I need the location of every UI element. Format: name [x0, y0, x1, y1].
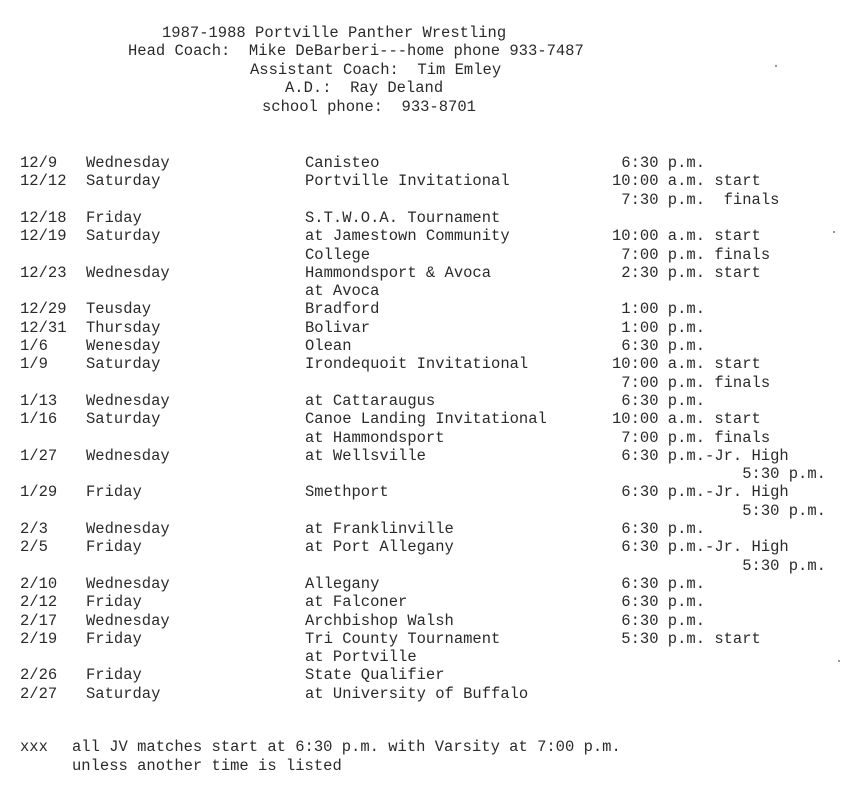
schedule-date: 1/13 — [20, 391, 58, 410]
schedule-event: at University of Buffalo — [305, 684, 529, 703]
schedule-day: Wednesday — [86, 446, 170, 465]
schedule-day: Saturday — [86, 684, 161, 703]
schedule-time: 6:30 p.m.-Jr. High — [612, 538, 789, 557]
schedule-time: 6:30 p.m. — [612, 520, 706, 538]
schedule-date: 12/31 — [20, 318, 67, 337]
schedule-day: Wednesday — [86, 520, 170, 538]
schedule-time: 7:30 p.m. finals — [612, 190, 780, 209]
schedule-event: Canisteo — [305, 154, 380, 172]
schedule-date: 1/6 — [20, 337, 48, 355]
schedule-event: Irondequoit Invitational — [305, 355, 529, 374]
footer-marker: xxx — [20, 738, 48, 756]
schedule-date: 12/29 — [20, 300, 67, 319]
schedule-date: 12/19 — [20, 227, 67, 246]
schedule-date: 1/16 — [20, 410, 58, 429]
schedule-day: Friday — [86, 629, 142, 648]
schedule-day: Saturday — [86, 355, 161, 374]
schedule-day: Friday — [86, 666, 142, 685]
schedule-time: 1:00 p.m. — [612, 300, 706, 319]
schedule-time: 1:00 p.m. — [612, 318, 706, 337]
schedule-event: at Hammondsport — [305, 428, 445, 447]
schedule-event: College — [305, 245, 371, 264]
athletic-director-line: A.D.: Ray Deland — [285, 79, 444, 97]
schedule-time: 6:30 p.m. — [612, 574, 706, 593]
schedule-time: 6:30 p.m. — [612, 337, 706, 355]
document-title: 1987-1988 Portville Panther Wrestling — [162, 24, 507, 42]
schedule-day: Saturday — [86, 410, 161, 429]
schedule-time: 6:30 p.m. — [612, 154, 706, 172]
footer-line-1: all JV matches start at 6:30 p.m. with Varsity at 7:00 p.m. — [72, 738, 621, 756]
schedule-event: Bradford — [305, 300, 380, 319]
paper-speck — [775, 65, 777, 67]
schedule-date: 2/27 — [20, 684, 58, 703]
schedule-time: 10:00 a.m. start — [612, 355, 761, 374]
schedule-event: Hammondsport & Avoca — [305, 263, 492, 282]
schedule-time: 6:30 p.m.-Jr. High — [612, 483, 789, 502]
schedule-day: Wednesday — [86, 574, 170, 593]
schedule-event: at Jamestown Community — [305, 227, 510, 246]
schedule-day: Friday — [86, 483, 142, 502]
schedule-date: 2/12 — [20, 593, 58, 612]
schedule-event: Canoe Landing Invitational — [305, 410, 547, 429]
schedule-event: at Avoca — [305, 282, 380, 301]
schedule-day: Thursday — [86, 318, 161, 337]
schedule-day: Saturday — [86, 172, 161, 191]
schedule-time: 7:00 p.m. finals — [612, 245, 771, 264]
schedule-event: Olean — [305, 337, 352, 355]
schedule-event: at Wellsville — [305, 446, 426, 465]
schedule-date: 2/10 — [20, 574, 58, 593]
schedule-date: 2/19 — [20, 629, 58, 648]
schedule-day: Friday — [86, 593, 142, 612]
schedule-day: Wednesday — [86, 154, 170, 172]
schedule-event: Bolivar — [305, 318, 371, 337]
schedule-day: Wednesday — [86, 263, 170, 282]
paper-speck — [833, 231, 835, 233]
schedule-time: 7:00 p.m. finals — [612, 373, 771, 392]
schedule-event: at Falconer — [305, 593, 408, 612]
schedule-event: S.T.W.O.A. Tournament — [305, 208, 501, 227]
schedule-date: 1/27 — [20, 446, 58, 465]
schedule-event: Tri County Tournament — [305, 629, 501, 648]
schedule-date: 1/29 — [20, 483, 58, 502]
schedule-event: State Qualifier — [305, 666, 445, 685]
schedule-day: Wenesday — [86, 337, 161, 355]
schedule-event: Portville Invitational — [305, 172, 510, 191]
schedule-event: at Port Allegany — [305, 538, 454, 557]
school-phone-line: school phone: 933-8701 — [262, 98, 476, 116]
schedule-time: 10:00 a.m. start — [612, 172, 761, 191]
schedule-time: 10:00 a.m. start — [612, 410, 761, 429]
schedule-day: Wednesday — [86, 391, 170, 410]
schedule-date: 2/3 — [20, 520, 48, 538]
head-coach-line: Head Coach: Mike DeBarberi---home phone 933-7487 — [128, 42, 584, 60]
schedule-date: 2/26 — [20, 666, 58, 685]
schedule-date: 2/5 — [20, 538, 48, 557]
schedule-event: Allegany — [305, 574, 380, 593]
schedule-event: at Cattaraugus — [305, 391, 436, 410]
schedule-day: Teusday — [86, 300, 152, 319]
schedule-event: at Franklinville — [305, 520, 454, 538]
schedule-date: 2/17 — [20, 611, 58, 630]
schedule-time: 6:30 p.m. — [612, 391, 706, 410]
schedule-date: 12/18 — [20, 208, 67, 227]
schedule-time: 10:00 a.m. start — [612, 227, 761, 246]
schedule-time: 6:30 p.m. — [612, 611, 706, 630]
paper-speck — [838, 660, 840, 662]
schedule-time: 6:30 p.m. — [612, 593, 706, 612]
schedule-time: 5:30 p.m. — [612, 465, 826, 484]
assistant-coach-line: Assistant Coach: Tim Emley — [250, 61, 502, 79]
schedule-time: 6:30 p.m.-Jr. High — [612, 446, 789, 465]
footer-line-2: unless another time is listed — [72, 757, 342, 775]
schedule-date: 12/9 — [20, 154, 58, 172]
schedule-event: Archbishop Walsh — [305, 611, 454, 630]
schedule-event: Smethport — [305, 483, 389, 502]
schedule-date: 12/12 — [20, 172, 67, 191]
schedule-day: Saturday — [86, 227, 161, 246]
schedule-time: 7:00 p.m. finals — [612, 428, 771, 447]
schedule-time: 2:30 p.m. start — [612, 263, 761, 282]
schedule-day: Wednesday — [86, 611, 170, 630]
schedule-time: 5:30 p.m. — [612, 556, 826, 575]
schedule-day: Friday — [86, 208, 142, 227]
schedule-time: 5:30 p.m. — [612, 501, 826, 520]
schedule-day: Friday — [86, 538, 142, 557]
schedule-event: at Portville — [305, 648, 417, 667]
schedule-date: 1/9 — [20, 355, 48, 374]
schedule-time: 5:30 p.m. start — [612, 629, 761, 648]
schedule-date: 12/23 — [20, 263, 67, 282]
